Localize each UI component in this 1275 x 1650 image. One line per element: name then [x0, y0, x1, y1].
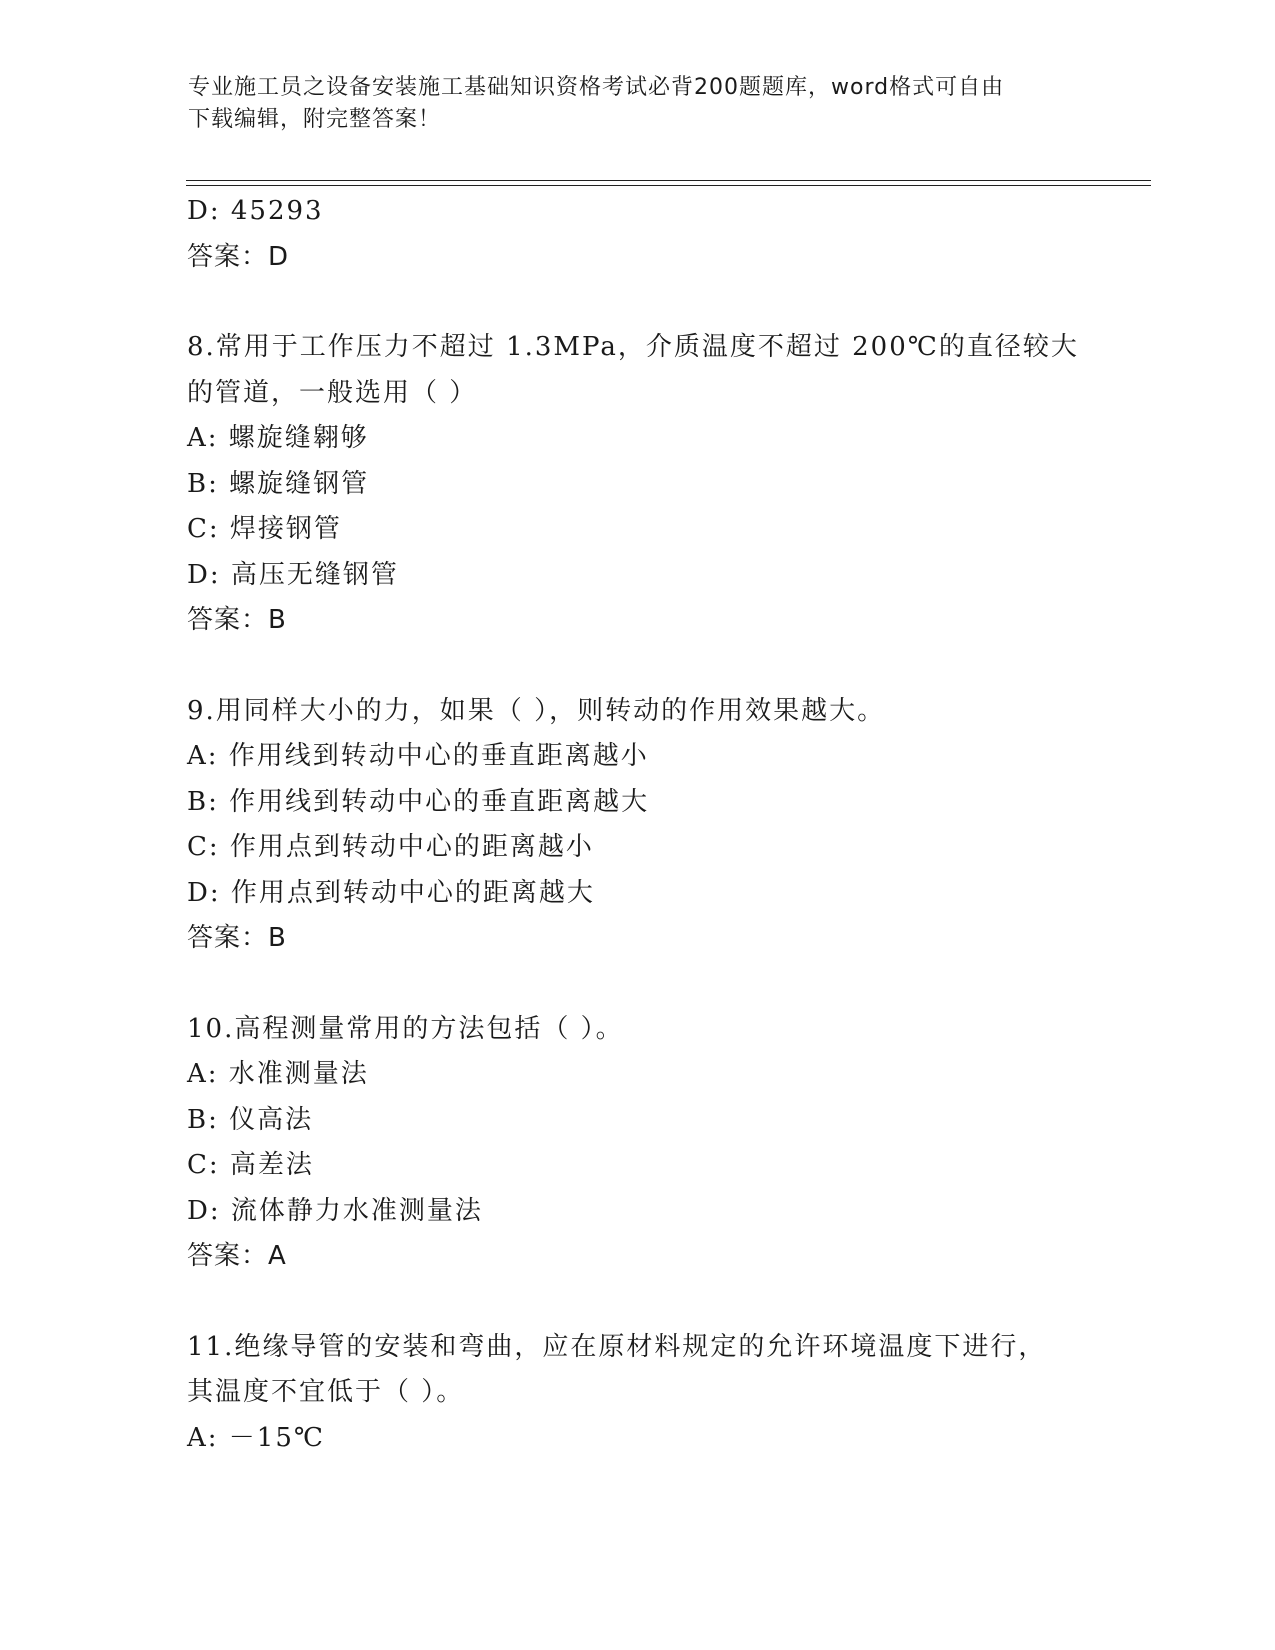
question-11	[187, 1325, 1087, 1462]
option-a: A: 螺旋缝翱够	[187, 423, 369, 453]
option-b: B: 螺旋缝钢管	[187, 468, 370, 499]
question-9	[187, 689, 1087, 962]
option-a: A: 作用线到转动中心的垂直距离越小	[187, 741, 649, 771]
option-c: C: 作用点到转动中心的距离越小	[187, 832, 594, 862]
option-b: B: 作用线到转动中心的垂直距离越大	[187, 786, 650, 817]
header-rule-thick	[186, 180, 1151, 181]
previous-question-tail	[187, 189, 1087, 280]
question-10	[187, 1007, 1087, 1280]
answer: 答案：B	[187, 923, 287, 953]
question-stem-continued: 其温度不宜低于（ ）。	[187, 1377, 465, 1407]
document-header	[188, 72, 1068, 136]
header-rule-thin	[186, 185, 1151, 186]
option-b: B: 仪高法	[187, 1104, 314, 1135]
answer: 答案：B	[187, 605, 287, 635]
option-a: A: 水准测量法	[187, 1059, 369, 1089]
option-c: C: 焊接钢管	[187, 514, 342, 544]
document-body	[187, 189, 1087, 1461]
question-stem: 11.绝缘导管的安装和弯曲，应在原材料规定的允许环境温度下进行，	[187, 1331, 1047, 1362]
header-line-1: 专业施工员之设备安装施工基础知识资格考试必背200题题库，word格式可自由	[188, 75, 1005, 100]
answer: 答案：A	[187, 1241, 287, 1271]
question-8	[187, 325, 1087, 644]
header-line-2: 下载编辑，附完整答案！	[188, 107, 442, 132]
answer: 答案：D	[187, 241, 290, 272]
option-a: A: －15℃	[187, 1422, 325, 1453]
option-d: D: 高压无缝钢管	[187, 559, 399, 590]
option-d: D: 流体静力水准测量法	[187, 1195, 483, 1226]
option-c: C: 高差法	[187, 1150, 314, 1180]
question-stem: 10.高程测量常用的方法包括（ ）。	[187, 1013, 624, 1044]
question-stem-continued: 的管道，一般选用（ ）	[187, 377, 478, 408]
option-d: D: 作用点到转动中心的距离越大	[187, 877, 595, 908]
question-stem: 8.常用于工作压力不超过 1.3MPa，介质温度不超过 200℃的直径较大	[187, 332, 1079, 362]
question-stem: 9.用同样大小的力，如果（ ），则转动的作用效果越大。	[187, 695, 886, 726]
option-d: D: 45293	[187, 196, 324, 226]
